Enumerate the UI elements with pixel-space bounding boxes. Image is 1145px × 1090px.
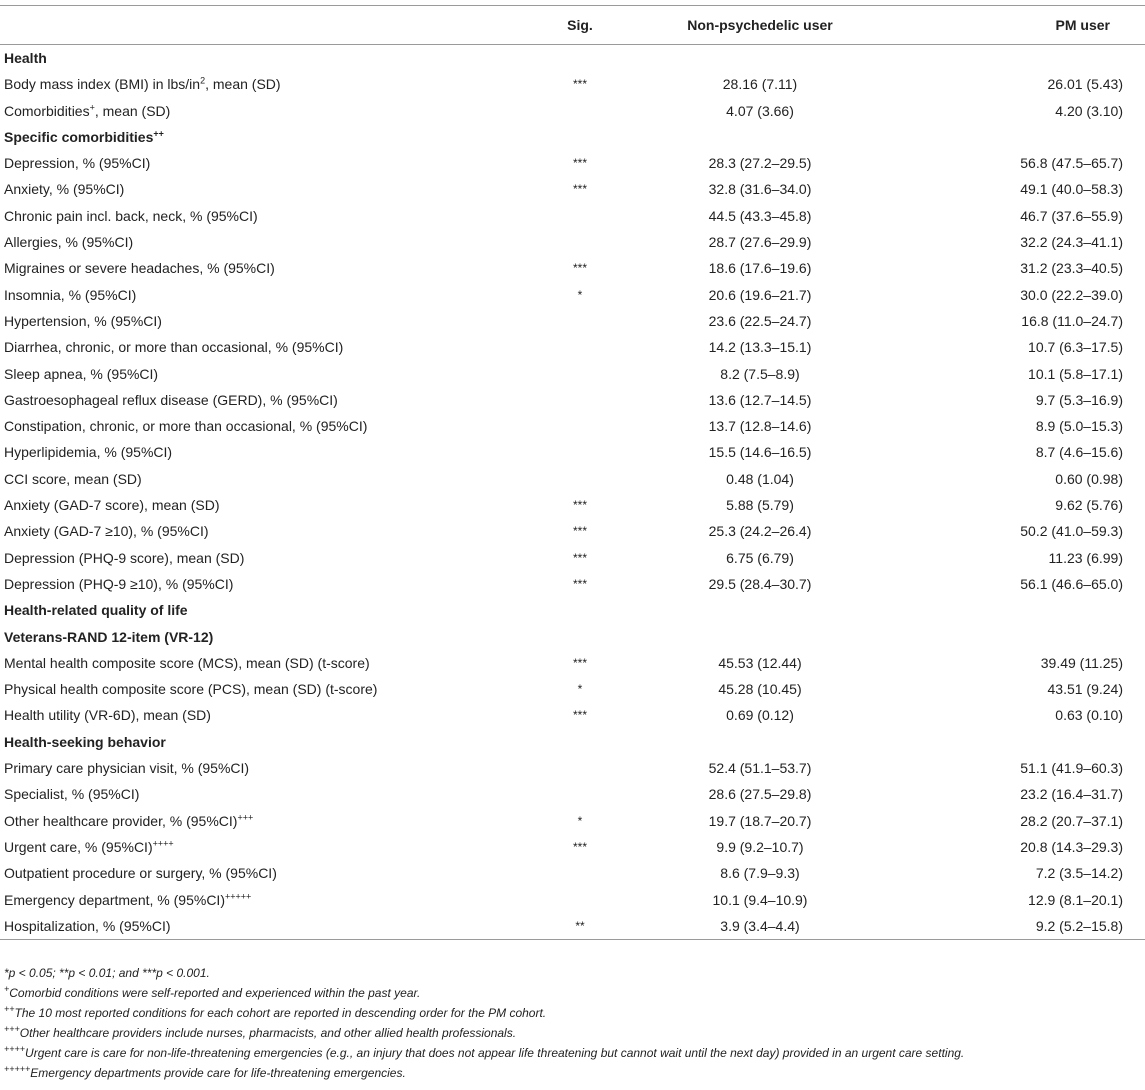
label-text: Veterans-RAND 12-item (VR-12) [4,628,214,645]
non-psychedelic-value: 9.9 (9.2–10.7) [716,838,804,855]
table-row [0,361,1145,387]
row-label [0,781,540,807]
section-heading [0,124,540,150]
row-label [0,361,540,387]
table-row [0,229,1145,255]
significance-cell [540,439,620,465]
table-row [0,650,1145,676]
pm-user-value: 23.2 (16.4–31.7) [1020,786,1123,803]
footnote-text: *p < 0.05; **p < 0.01; and ***p < 0.001. [4,966,210,980]
table-row [0,176,1145,202]
significance-cell [540,229,620,255]
row-label [0,545,540,571]
table-row [0,334,1145,360]
pm-user-value: 32.2 (24.3–41.1) [1020,234,1123,251]
non-psychedelic-value: 18.6 (17.6–19.6) [708,260,812,277]
non-psychedelic-value [620,624,900,650]
label-text: CCI score, mean (SD) [4,470,142,487]
significance-cell [540,755,620,781]
table-row [0,413,1145,439]
footnote-marker: 2 [200,75,206,86]
non-psychedelic-value [620,729,900,755]
significance-cell [540,45,620,72]
significance-cell [540,308,620,334]
pm-user-value: 56.8 (47.5–65.7) [1020,155,1123,172]
table-row [0,492,1145,518]
footnote [4,963,964,983]
significance-cell [540,413,620,439]
label-text: Hyperlipidemia, % (95%CI) [4,444,173,461]
table-body [0,45,1145,940]
significance-cell: *** [572,550,587,565]
non-psychedelic-value: 23.6 (22.5–24.7) [708,312,812,329]
section-heading [0,45,540,72]
footnote [4,1063,964,1083]
footnote-marker: ++++ [4,1044,26,1054]
non-psychedelic-value: 45.28 (10.45) [718,681,802,698]
pm-user-value: 9.2 (5.2–15.8) [900,913,1145,940]
pm-user-value: 0.60 (0.98) [1055,470,1123,487]
row-label [0,229,540,255]
label-text: Health-seeking behavior [4,733,166,750]
row-label [0,334,540,360]
footnote [4,983,964,1003]
label-suffix: , mean (SD) [205,76,281,93]
significance-cell [540,98,620,124]
table-row [0,545,1145,571]
label-text: Health [4,50,47,66]
table-row [0,308,1145,334]
non-psychedelic-value: 28.16 (7.11) [722,76,798,93]
significance-cell [540,781,620,807]
row-label [0,387,540,413]
non-psychedelic-value: 8.2 (7.5–8.9) [720,365,800,382]
pm-user-value: 20.8 (14.3–29.3) [1020,838,1123,855]
significance-cell [540,466,620,492]
non-psychedelic-value: 0.69 (0.12) [726,707,794,724]
non-psychedelic-value: 44.5 (43.3–45.8) [708,207,812,224]
table-row [0,466,1145,492]
footnote-marker: + [4,984,10,994]
non-psychedelic-value [620,597,900,623]
section-row [0,597,1145,623]
significance-cell: ** [540,913,620,940]
table-row [0,439,1145,465]
pm-user-value: 31.2 (23.3–40.5) [1020,260,1123,277]
significance-cell [540,729,620,755]
label-text: Depression (PHQ-9 ≥10), % (95%CI) [4,575,234,592]
significance-cell [540,624,620,650]
label-text: Specific comorbidities [4,128,154,145]
non-psychedelic-value: 13.6 (12.7–14.5) [708,391,812,408]
pm-user-value: 39.49 (11.25) [1040,654,1123,671]
non-psychedelic-value: 25.3 (24.2–26.4) [708,523,812,540]
table-row [0,702,1145,728]
table-row [0,71,1145,97]
section-heading [0,597,540,623]
row-label [0,808,540,834]
footnote [4,1003,964,1023]
section-row [0,729,1145,755]
footnote-marker: ++++ [152,838,174,849]
row-label [0,308,540,334]
significance-cell: *** [572,182,587,197]
pm-user-value: 26.01 (5.43) [1047,76,1123,93]
table-row [0,518,1145,544]
label-text: Depression (PHQ-9 score), mean (SD) [4,549,245,566]
footnote-text: Other healthcare providers include nurses, pharmacists, and other allied health professionals. [19,1026,517,1040]
significance-cell: *** [572,156,587,171]
footnote-marker: +++++ [4,1064,31,1074]
pm-user-value [900,124,1145,150]
significance-cell [540,387,620,413]
footnote-marker: ++ [153,128,164,139]
row-label [0,676,540,702]
row-label [0,518,540,544]
table-row [0,98,1145,124]
label-text: Diarrhea, chronic, or more than occasional, % (95%CI) [4,339,344,356]
table-row [0,860,1145,886]
row-label [0,834,540,860]
table-row [0,571,1145,597]
non-psychedelic-value: 28.7 (27.6–29.9) [708,234,812,251]
significance-cell: * [577,682,583,697]
pm-user-value: 8.9 (5.0–15.3) [1035,418,1123,435]
header-row [0,6,1145,45]
row-label [0,650,540,676]
label-suffix: , mean (SD) [94,102,171,119]
pm-user-value: 46.7 (37.6–55.9) [1020,207,1123,224]
label-text: Anxiety (GAD-7 ≥10), % (95%CI) [4,523,209,540]
label-text: Depression, % (95%CI) [4,155,151,172]
table-row [0,150,1145,176]
significance-cell [540,860,620,886]
pm-user-value: 8.7 (4.6–15.6) [1035,444,1123,461]
section-heading [0,624,540,650]
footnote-marker: +++++ [224,890,252,901]
pm-user-value: 7.2 (3.5–14.2) [1035,865,1123,882]
section-heading [0,729,540,755]
non-psychedelic-value: 45.53 (12.44) [718,654,802,671]
non-psychedelic-value: 5.88 (5.79) [726,497,794,514]
row-label [0,887,540,913]
non-psychedelic-value: 8.6 (7.9–9.3) [720,865,800,882]
pm-user-value: 49.1 (40.0–58.3) [1020,181,1123,198]
row-label [0,71,540,97]
pm-user-value [900,624,1145,650]
significance-cell: *** [572,77,587,92]
label-text: Body mass index (BMI) in lbs/in [4,76,201,93]
label-text: Physical health composite score (PCS), mean (SD) (t-score) [4,681,378,698]
significance-cell: *** [572,839,587,854]
label-text: Mental health composite score (MCS), mean (SD) (t-score) [4,654,370,671]
label-text: Anxiety (GAD-7 score), mean (SD) [4,497,220,514]
pm-user-value: 16.8 (11.0–24.7) [1021,312,1123,329]
table-row [0,808,1145,834]
label-text: Specialist, % (95%CI) [4,786,140,803]
non-psychedelic-value: 10.1 (9.4–10.9) [712,891,808,908]
row-label [0,176,540,202]
table-row [0,913,1145,940]
significance-cell: *** [572,498,587,513]
row-label [0,98,540,124]
row-label [0,492,540,518]
table-row [0,282,1145,308]
label-text: Sleep apnea, % (95%CI) [4,365,159,382]
significance-cell: * [577,813,583,828]
significance-cell [540,124,620,150]
significance-cell [540,597,620,623]
table-row [0,755,1145,781]
row-label [0,571,540,597]
significance-cell [540,203,620,229]
label-text: Anxiety, % (95%CI) [4,181,125,198]
pm-user-value: 4.20 (3.10) [1055,102,1123,119]
results-table [0,5,1145,940]
table-row [0,387,1145,413]
significance-cell: * [577,287,583,302]
non-psychedelic-value: 15.5 (14.6–16.5) [708,444,812,461]
section-row [0,124,1145,150]
table-row [0,676,1145,702]
pm-user-value: 9.62 (5.76) [1055,497,1123,514]
significance-cell: *** [572,261,587,276]
label-text: Constipation, chronic, or more than occasional, % (95%CI) [4,418,368,435]
row-label [0,913,540,940]
pm-user-value: 10.7 (6.3–17.5) [1028,339,1123,356]
label-text: Health-related quality of life [4,602,188,619]
label-text: Comorbidities [4,102,90,119]
label-text: Hospitalization, % (95%CI) [4,917,171,934]
label-text: Primary care physician visit, % (95%CI) [4,760,250,777]
row-label [0,150,540,176]
significance-cell [540,361,620,387]
pm-user-value: 10.1 (5.8–17.1) [1028,365,1123,382]
footnote-marker: + [89,101,95,112]
pm-user-value [900,45,1145,72]
table-row [0,834,1145,860]
non-psychedelic-value [620,124,900,150]
pm-user-value: 56.1 (46.6–65.0) [1020,575,1123,592]
row-label [0,439,540,465]
label-text: Urgent care, % (95%CI) [4,838,153,855]
header-variable [0,6,540,45]
row-label [0,860,540,886]
section-row [0,45,1145,72]
label-text: Health utility (VR-6D), mean (SD) [4,707,211,724]
non-psychedelic-value: 3.9 (3.4–4.4) [620,913,900,940]
significance-cell: *** [572,576,587,591]
pm-user-value: 30.0 (22.2–39.0) [1020,286,1123,303]
footnote-marker: +++ [237,811,254,822]
footnote-text: Comorbid conditions were self-reported and experienced within the past year. [9,986,421,1000]
label-text: Other healthcare provider, % (95%CI) [4,812,238,829]
footnote [4,1023,964,1043]
pm-user-value: 43.51 (9.24) [1047,681,1123,698]
footnote-marker: ++ [4,1004,15,1014]
label-text: Emergency department, % (95%CI) [4,891,225,908]
non-psychedelic-value: 4.07 (3.66) [726,102,794,119]
label-text: Chronic pain incl. back, neck, % (95%CI) [4,207,258,224]
significance-cell: *** [572,708,587,723]
header-sig: Sig. [540,6,620,45]
table-footnotes [4,963,964,1083]
non-psychedelic-value: 29.5 (28.4–30.7) [708,575,812,592]
pm-user-value: 11.23 (6.99) [1048,549,1123,566]
footnote-text: The 10 most reported conditions for each cohort are reported in descending order for the PM cohort. [14,1006,547,1020]
row-label [0,255,540,281]
non-psychedelic-value: 14.2 (13.3–15.1) [708,339,812,356]
row-label [0,702,540,728]
table-row [0,781,1145,807]
footnote [4,1043,964,1063]
header-pm-user: PM user [900,6,1145,45]
table-row [0,203,1145,229]
non-psychedelic-value: 28.6 (27.5–29.8) [708,786,812,803]
significance-cell [540,334,620,360]
pm-user-value: 51.1 (41.9–60.3) [1020,760,1123,777]
pm-user-value: 0.63 (0.10) [1055,707,1123,724]
label-text: Allergies, % (95%CI) [4,234,134,251]
label-text: Insomnia, % (95%CI) [4,286,137,303]
header-non-psychedelic-user: Non-psychedelic user [620,6,900,45]
footnote-text: Urgent care is care for non-life-threatening emergencies (e.g., an injury that does not appear life threatening but cannot wait until the next day) provided in an urgent care setting. [25,1046,965,1060]
significance-cell [540,887,620,913]
table-row [0,255,1145,281]
non-psychedelic-value [620,45,900,72]
row-label [0,413,540,439]
footnote-marker: +++ [4,1024,20,1034]
pm-user-value [900,597,1145,623]
non-psychedelic-value: 32.8 (31.6–34.0) [708,181,812,198]
label-text: Hypertension, % (95%CI) [4,312,162,329]
non-psychedelic-value: 52.4 (51.1–53.7) [708,760,812,777]
label-text: Gastroesophageal reflux disease (GERD), % (95%CI) [4,391,338,408]
row-label [0,203,540,229]
row-label [0,282,540,308]
pm-user-value [900,729,1145,755]
row-label [0,466,540,492]
non-psychedelic-value: 28.3 (27.2–29.5) [708,155,812,172]
pm-user-value: 28.2 (20.7–37.1) [1020,812,1123,829]
footnote-text: Emergency departments provide care for life-threatening emergencies. [30,1066,406,1080]
table-header [0,6,1145,45]
non-psychedelic-value: 19.7 (18.7–20.7) [708,812,812,829]
significance-cell: *** [572,655,587,670]
label-text: Migraines or severe headaches, % (95%CI) [4,260,275,277]
pm-user-value: 50.2 (41.0–59.3) [1020,523,1123,540]
row-label [0,755,540,781]
label-text: Outpatient procedure or surgery, % (95%CI) [4,865,277,882]
pm-user-value: 12.9 (8.1–20.1) [1028,891,1123,908]
non-psychedelic-value: 13.7 (12.8–14.6) [708,418,812,435]
non-psychedelic-value: 6.75 (6.79) [726,549,794,566]
section-row [0,624,1145,650]
table-row [0,887,1145,913]
non-psychedelic-value: 0.48 (1.04) [726,470,794,487]
significance-cell: *** [572,524,587,539]
non-psychedelic-value: 20.6 (19.6–21.7) [708,286,812,303]
pm-user-value: 9.7 (5.3–16.9) [1035,391,1123,408]
